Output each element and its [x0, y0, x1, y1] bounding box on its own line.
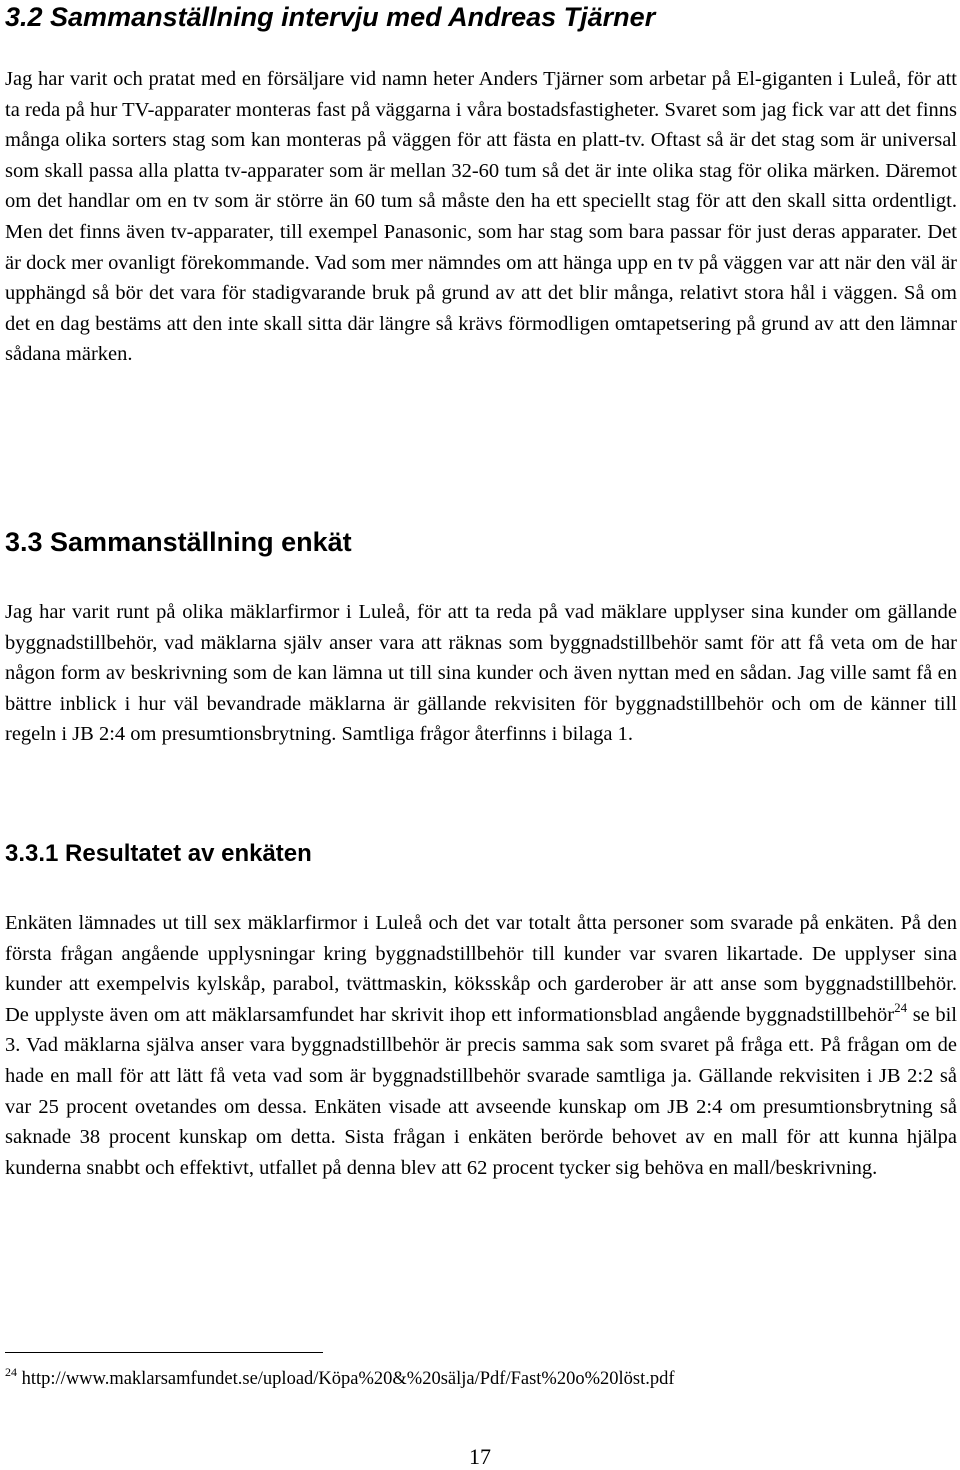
- footnote: [5, 1366, 675, 1392]
- footnote-url[interactable]: http://www.maklarsamfundet.se/upload/Köpa%20&%20sälja/Pdf/Fast%20o%20löst.pdf: [17, 1369, 675, 1389]
- footnote-divider: [5, 1352, 323, 1353]
- page-number: 17: [469, 1444, 491, 1469]
- survey-results-text-part1: Enkäten lämnades ut till sex mäklarfirmor i Luleå och det var totalt åtta personer som svarade på enkäten. På den första frågan angående upplysningar kring byggnadstillbehör till kunder var svaren likartade. De upplyser sina kunder att exempelvis kylskåp, parabol, tvättmaskin, köksskåp och garderober är att anse som byggnadstillbehör. De upplyste även om att mäklarsamfundet har skrivit ihop ett informationsblad angående byggnadstillbehör: [5, 912, 957, 1026]
- document-page: [5, 0, 957, 1470]
- survey-results-paragraph: [5, 908, 957, 1183]
- subsection-heading-3-3-1: 3.3.1 Resultatet av enkäten: [5, 840, 312, 867]
- interview-paragraph: Jag har varit och pratat med en försäljare vid namn heter Anders Tjärner som arbetar på El-giganten i Luleå, för att ta reda på hur TV-apparater monteras fast på väggarna i våra bostadsfastigheter. Svaret som jag fick var att det finns många olika sorters stag som kan monteras på väggen för att fästa en platt-tv. Oftast så är det stag som är universal som skall passa alla platta tv-apparater som är mellan 32-60 tum så det är inte olika stag för olika märken. Däremot om det handlar om en tv som är större än 60 tum så måste den ha ett speciellt stag för att den skall sitta ordentligt. Men det finns även tv-apparater, till exempel Panasonic, som har stag som bara passar för just deras apparater. Det är dock mer ovanligt förekommande. Vad som mer nämndes om att hänga upp en tv på väggen var att när den väl är upphängd så bör det vara för stadigvarande bruk på grund av att det blir många, relativt stora hål i väggen. Så om det en dag bestäms att den inte skall sitta där längre så krävs förmodligen omtapetsering på grund av att den lämnar sådana märken.: [5, 68, 957, 366]
- section-heading-3-2: 3.2 Sammanställning intervju med Andreas Tjärner: [5, 2, 656, 32]
- section-heading-3-3: 3.3 Sammanställning enkät: [5, 527, 352, 557]
- footnote-number: 24: [5, 1365, 17, 1379]
- survey-results-text-part2: se bil 3. Vad mäklarna själva anser vara byggnadstillbehör är precis samma sak som svaret på fråga ett. På frågan om de hade en mall för att lätt få veta vad som är byggnadstillbehör svarade samtliga ja. Gällande rekvisiten i JB 2:2 så var 25 procent ovetandes om dessa. Enkäten visade att avseende kunskap om JB 2:4 om presumtionsbrytning så saknade 38 procent kunskap om detta. Sista frågan i enkäten berörde behovet av en mall för att kunna hjälpa kunderna snabbt och effektivt, utfallet på denna blev att 62 procent tycker sig behöva en mall/beskrivning.: [5, 1003, 958, 1179]
- survey-intro-paragraph: Jag har varit runt på olika mäklarfirmor i Luleå, för att ta reda på vad mäklare upplyser sina kunder om gällande byggnadstillbehör, vad mäklarna själv anser vara att räknas som byggnadstillbehör samt för att få veta om de har någon form av beskrivning som de kan lämna ut till sina kunder och även nyttan med en sådan. Jag ville samt få en bättre inblick i hur väl bevandrade mäklarna är gällande rekvisiten för byggnadstillbehör och om de känner till regeln i JB 2:4 om presumtionsbrytning. Samtliga frågor återfinns i bilaga 1.: [5, 601, 957, 746]
- footnote-reference[interactable]: 24: [894, 999, 908, 1015]
